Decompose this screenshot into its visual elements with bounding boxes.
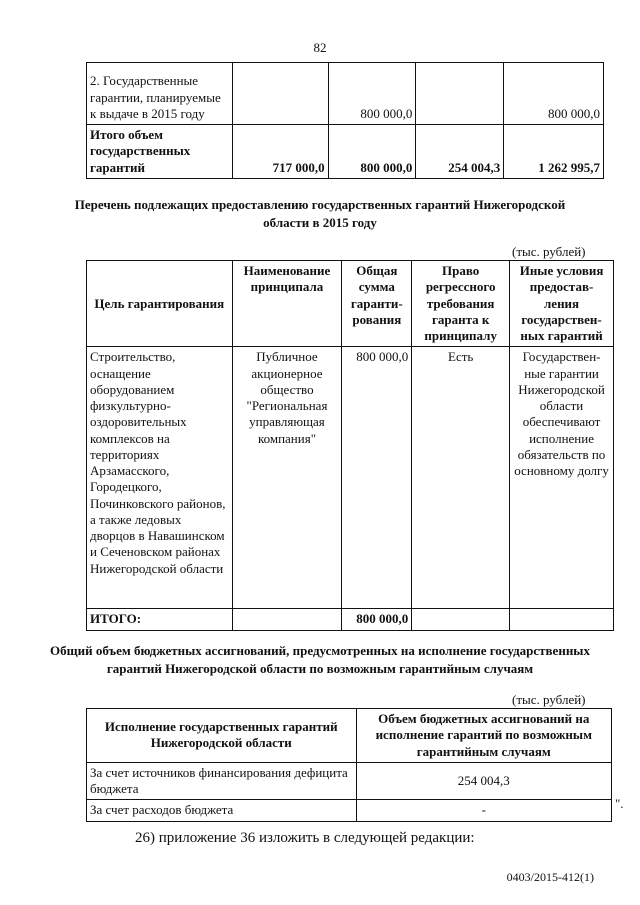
- total-amount: 800 000,0: [342, 609, 412, 630]
- table-cell: -: [356, 800, 612, 821]
- purpose-cell: Строительство, оснащение оборудованием физкультурно-оздоровительных комплексов на территориях Арзамасского, Городецкого, Починковского районов, а также ледовых дворцов в Навашинском и Сеченовском районах Нижегородской области: [87, 347, 233, 609]
- table-header-row: [87, 709, 612, 763]
- budget-allocation-table: [86, 708, 612, 822]
- table-cell: 254 004,3: [416, 125, 504, 179]
- table-cell: 800 000,0: [328, 125, 416, 179]
- table-cell: 1 262 995,7: [504, 125, 604, 179]
- header-principal: Наименование принципала: [232, 261, 342, 347]
- header-regress: Право регрессного требования гаранта к принципалу: [412, 261, 510, 347]
- closing-quote: ".: [615, 796, 624, 811]
- table-cell: [416, 63, 504, 125]
- total-label: ИТОГО:: [87, 609, 233, 630]
- table-cell: 254 004,3: [356, 762, 612, 800]
- header-purpose: Цель гарантирования: [87, 261, 233, 347]
- guarantees-summary-table: [86, 62, 604, 179]
- table-cell: [232, 609, 342, 630]
- table-row: [87, 800, 612, 821]
- row-label: 2. Государственные гарантии, планируемые к выдаче в 2015 году: [87, 63, 233, 125]
- header-execution: Исполнение государственных гарантий Нижегородской области: [87, 709, 357, 763]
- table-header-row: [87, 261, 614, 347]
- table-cell: 717 000,0: [232, 125, 328, 179]
- header-volume: Объем бюджетных ассигнований на исполнение гарантий по возможным гарантийным случаям: [356, 709, 612, 763]
- header-amount: Общая сумма гаранти-рования: [342, 261, 412, 347]
- instruction-text: 26) приложение 36 изложить в следующей редакции:: [135, 830, 475, 846]
- table-cell: 800 000,0: [328, 63, 416, 125]
- table-cell: [232, 63, 328, 125]
- guarantees-list-table: [86, 260, 614, 631]
- row-label: За счет расходов бюджета: [87, 800, 357, 821]
- principal-cell: Публичное акционерное общество "Региональная управляющая компания": [232, 347, 342, 609]
- amount-cell: 800 000,0: [342, 347, 412, 609]
- table-row: [87, 762, 612, 800]
- budget-unit: (тыс. рублей): [512, 692, 586, 707]
- conditions-cell: Государствен-ные гарантии Нижегородской области обеспечивают исполнение обязательств по основному долгу: [510, 347, 614, 609]
- row-label: За счет источников финансирования дефицита бюджета: [87, 762, 357, 800]
- row-label: Итого объем государственных гарантий: [87, 125, 233, 179]
- budget-heading: Общий объем бюджетных ассигнований, предусмотренных на исполнение государственных гарантий Нижегородской области по возможным гарантийным случаям: [50, 643, 590, 676]
- table-cell: [510, 609, 614, 630]
- table-cell: [412, 609, 510, 630]
- total-row: [87, 609, 614, 630]
- table-row: [87, 63, 604, 125]
- header-conditions: Иные условия предостав-ления государствен-ных гарантий: [510, 261, 614, 347]
- table-row: [87, 125, 604, 179]
- table-cell: 800 000,0: [504, 63, 604, 125]
- table-row: [87, 347, 614, 609]
- list-unit: (тыс. рублей): [512, 244, 586, 259]
- page-number: 82: [313, 40, 327, 55]
- document-number: 0403/2015-412(1): [506, 870, 594, 884]
- regress-cell: Есть: [412, 347, 510, 609]
- list-heading: Перечень подлежащих предоставлению государственных гарантий Нижегородской области в 2015 году: [74, 197, 566, 230]
